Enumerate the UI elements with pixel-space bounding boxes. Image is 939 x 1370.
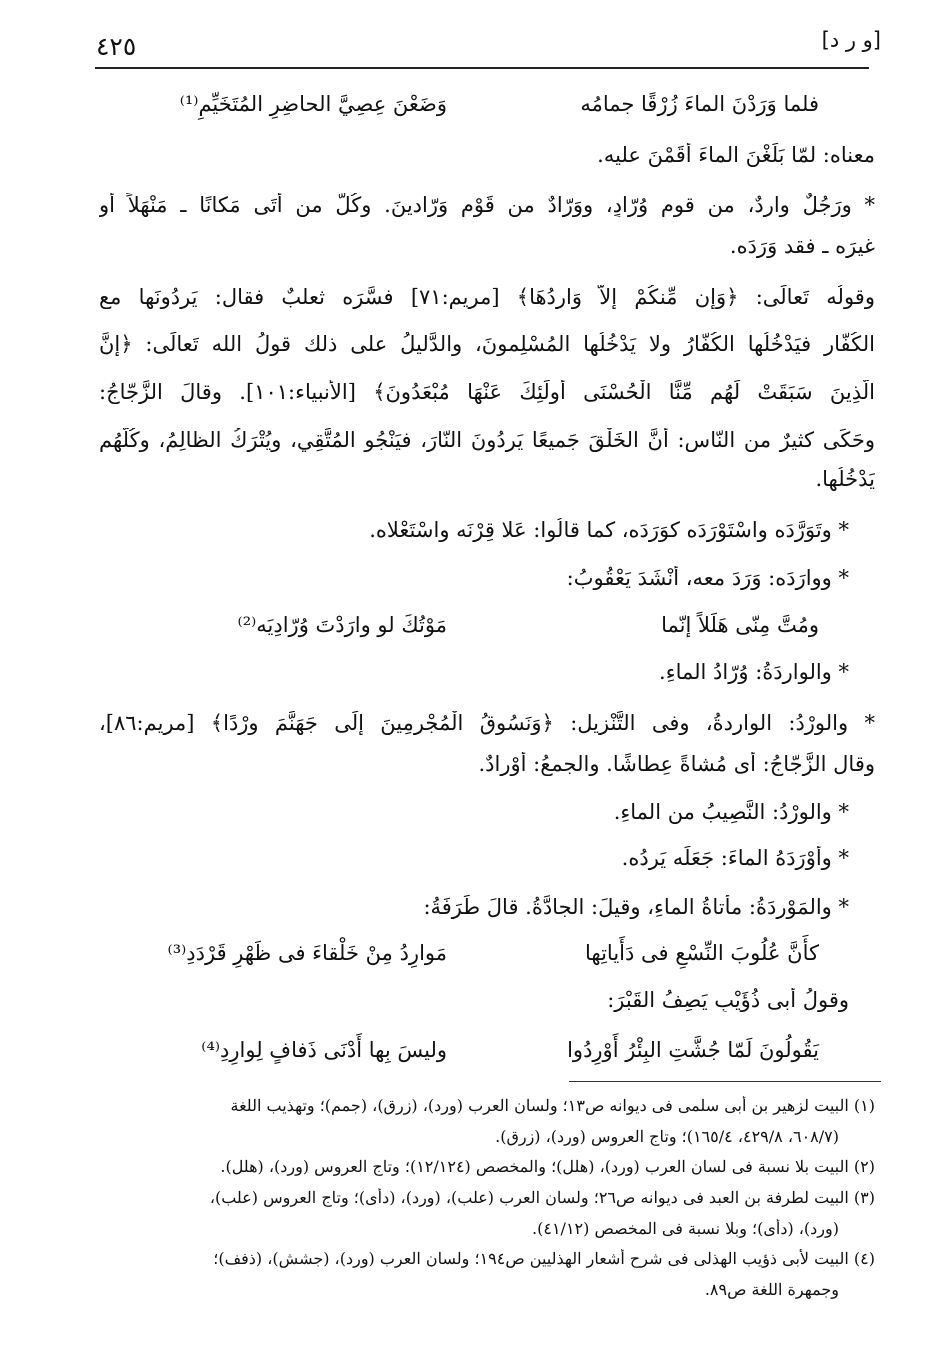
verse-1-first-hemistich: فلما وَرَدْنَ الماءَ زُرْقًا جمامُه	[580, 92, 819, 116]
body-line: الَّذِينَ سَبَقَتْ لَهُم مِّنَّا الْحُسْنَى أُولَئِكَ عَنْهَا مُبْعَدُونَ﴾ [الأنبياء:١٠١]. وقالَ الزَّجّاجُ:	[99, 380, 875, 404]
body-line-meaning: معناه: لمّا بَلَغْنَ الماءَ أَقَمْنَ عليه.	[597, 143, 875, 167]
verse-3-first-hemistich: كأَنَّ عُلُوبَ النِّسْعِ فى دَأَياتِها	[585, 941, 819, 965]
verse-2-first-hemistich: ومُتَّ مِنّى هَلَلاً إنّما	[661, 613, 819, 637]
footnote-rule	[569, 1081, 881, 1082]
footnote-1: (١) البيت لزهير بن أبى سلمى فى ديوانه ص١٣؛ ولسان العرب (ورد)، (زرق)، (جمم)؛ وتهذيب اللغة	[230, 1096, 875, 1115]
footnote-1-continued: (٦٠٨/٧، ٤٢٩/٨، ١٦٥/٤)؛ وتاج العروس (ورد)، (زرق).	[495, 1127, 839, 1146]
body-line: * وتَوَرَّدَه واسْتَوْرَدَه كوَرَدَه، كما قالُوا: عَلا قِرْنَه واسْتَعْلاه.	[369, 518, 849, 542]
verse-2-second-hemistich: مَوْتُكَ لو وارَدْتَ وُرّادِيَه⁽²⁾	[237, 613, 447, 637]
body-line: * ورَجُلٌ وارِدٌ، من قومٍ وُرّادٍ، ووَرّادٌ من قَوْمٍ وَرّادينَ. وكُلُّ من أَتَى مَكانًا ـ مَنْهَلاً أو	[99, 193, 875, 217]
body-line: الكُفّارِ فيَدْخُلُها الكُفّارُ ولا يَدْخُلُها المُسْلِمونَ، والدَّليلُ على ذلك قولُ الله تَعالَى: ﴿إِنَّ	[99, 332, 875, 356]
header-rule	[95, 67, 869, 69]
footnote-3-continued: (ورد)، (دأى)؛ وبلا نسبة فى المخصص (٤١/١٢).	[532, 1219, 839, 1238]
body-line: * ووارَدَه: وَرَدَ معه، أَنْشَدَ يَعْقُوبُ:	[566, 566, 849, 590]
body-line: وحَكَى كثيرٌ من النّاسِ: أَنَّ الخَلْقَ جَميعًا يَرِدُونَ النّارَ، فيَنْجُو المُتَّقِي، ويُتْرَكُ الظالِمُ، وكُلُّهُم	[99, 428, 875, 452]
body-line: وقال الزَّجّاجُ: أى مُشاةً عِطاشًا. والجمعُ: أَوْرادٌ.	[478, 752, 875, 776]
footnote-3: (٣) البيت لطرفة بن العبد فى ديوانه ص٢٦؛ ولسان العرب (علب)، (ورد)، (دأى)؛ وتاج العروس (علب)،	[209, 1188, 875, 1207]
body-line: يَدْخُلُها.	[815, 467, 875, 491]
page-number: ٤٢٥	[96, 32, 137, 61]
body-line: * والوارِدَةُ: وُرّادُ الماءِ.	[659, 660, 849, 684]
body-line: وقولُ أَبى ذُؤَيْبٍ يَصِفُ القَبْرَ:	[607, 988, 849, 1012]
running-header-root: [و ر د]	[821, 28, 881, 52]
verse-1-second-hemistich: وَضَعْنَ عِصِيَّ الحاضِرِ المُتَخَيِّمِ⁽¹⁾	[179, 92, 447, 116]
body-line: * والوِرْدُ: الوارِدةُ، وفى التَّنْزِيلِ: ﴿وَنَسُوقُ الْمُجْرِمِينَ إِلَى جَهَنَّمَ وِرْدًا﴾ [مريم:٨٦]،	[99, 711, 875, 735]
body-line: غيرَه ـ فقد وَرَدَه.	[729, 234, 875, 258]
body-line: * والمَوْرِدَةُ: مأْتاةُ الماءِ، وقيلَ: الجادَّةُ. قالَ طَرَفَةُ:	[423, 895, 849, 919]
body-line: * والوِرْدُ: النَّصِيبُ من الماءِ.	[613, 800, 849, 824]
verse-4-second-hemistich: وليسَ بِها أَدْنَى ذَفافٍ لِوارِدِ⁽⁴⁾	[201, 1038, 447, 1062]
footnote-2: (٢) البيت بلا نسبة فى لسان العرب (ورد)، (هلل)؛ والمخصص (١٢/١٢٤)؛ وتاج العروس (ورد)، (هلل).	[220, 1157, 875, 1176]
body-line: وقولُه تَعالَى: ﴿وَإِن مِّنكُمْ إِلاَّ وَارِدُهَا﴾ [مريم:٧١] فسَّرَه ثعلبٌ فقال: يَرِدُونَها مع	[99, 285, 875, 309]
verse-3-second-hemistich: مَوارِدُ مِنْ خَلْقاءَ فى ظَهْرِ قَرْدَدِ⁽³⁾	[167, 941, 447, 965]
footnote-4-continued: وجمهرة اللغة ص٨٩.	[704, 1280, 839, 1299]
verse-4-first-hemistich: يَقُولُونَ لَمّا جُشَّتِ البِئْرُ أَوْرِدُوا	[567, 1038, 819, 1062]
body-line: * وأَوْرَدَهُ الماءَ: جَعَلَه يَرِدُه.	[621, 846, 849, 870]
footnote-4: (٤) البيت لأبى ذؤيب الهذلى فى شرح أشعار الهذليين ص١٩٤؛ ولسان العرب (ورد)، (جشش)، (ذفف)؛	[213, 1249, 875, 1268]
